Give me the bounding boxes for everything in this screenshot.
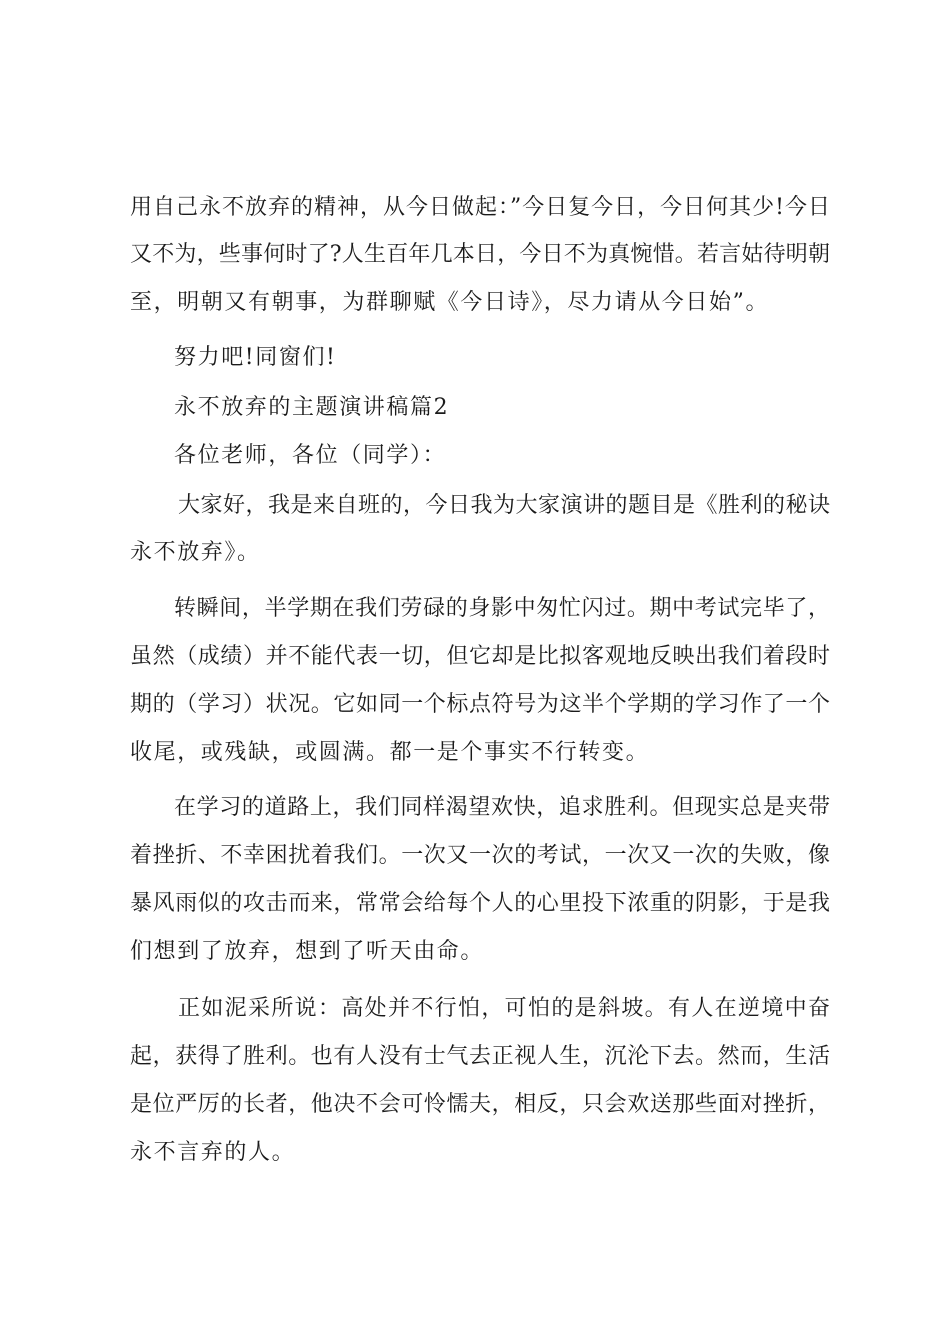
paragraph-line: 至，明朝又有朝事，为群聊赋《今日诗》，尽力请从今日始”。 (130, 290, 770, 315)
paragraph-line: 起，获得了胜利。也有人没有士气去正视人生，沉沦下去。然而，生活 (130, 1044, 830, 1069)
paragraph-line: 收尾，或残缺，或圆满。都一是个事实不行转变。 (130, 740, 650, 765)
paragraph-line: 着挫折、不幸困扰着我们。一次又一次的考试，一次又一次的失败，像 (130, 843, 830, 868)
paragraph-line: 是位严厉的长者，他决不会可怜懦夫，相反，只会欢送那些面对挫折， (130, 1092, 830, 1117)
paragraph-line: 在学习的道路上，我们同样渴望欢快，追求胜利。但现实总是夹带 (174, 795, 830, 820)
paragraph-line: 期的（学习）状况。它如同一个标点符号为这半个学期的学习作了一个 (130, 692, 830, 717)
paragraph-line: 努力吧!同窗们! (174, 345, 337, 370)
paragraph-line: 们想到了放弃，想到了听天由命。 (130, 939, 485, 964)
paragraph-line: 转瞬间，半学期在我们劳碌的身影中匆忙闪过。期中考试完毕了， (174, 596, 830, 621)
salutation: 各位老师，各位（同学）： (174, 443, 447, 468)
paragraph-line: 永不言弃的人。 (130, 1140, 296, 1165)
paragraph-line: 永不放弃》。 (130, 540, 261, 565)
paragraph-line: 又不为，些事何时了?人生百年几本日，今日不为真惋惜。若言姑待明朝 (130, 242, 830, 267)
paragraph-line: 用自己永不放弃的精神，从今日做起：”今日复今日，今日何其少!今日 (130, 195, 830, 220)
section-title: 永不放弃的主题演讲稿篇2 (174, 395, 450, 420)
paragraph-line: 正如泥采所说：高处并不行怕，可怕的是斜坡。有人在逆境中奋 (178, 996, 830, 1021)
paragraph-line: 暴风雨似的攻击而来，常常会给每个人的心里投下浓重的阴影，于是我 (130, 891, 830, 916)
paragraph-line: 大家好，我是来自班的，今日我为大家演讲的题目是《胜利的秘诀 (178, 493, 830, 518)
paragraph-line: 虽然（成绩）并不能代表一切，但它却是比拟客观地反映出我们着段时 (130, 644, 830, 669)
